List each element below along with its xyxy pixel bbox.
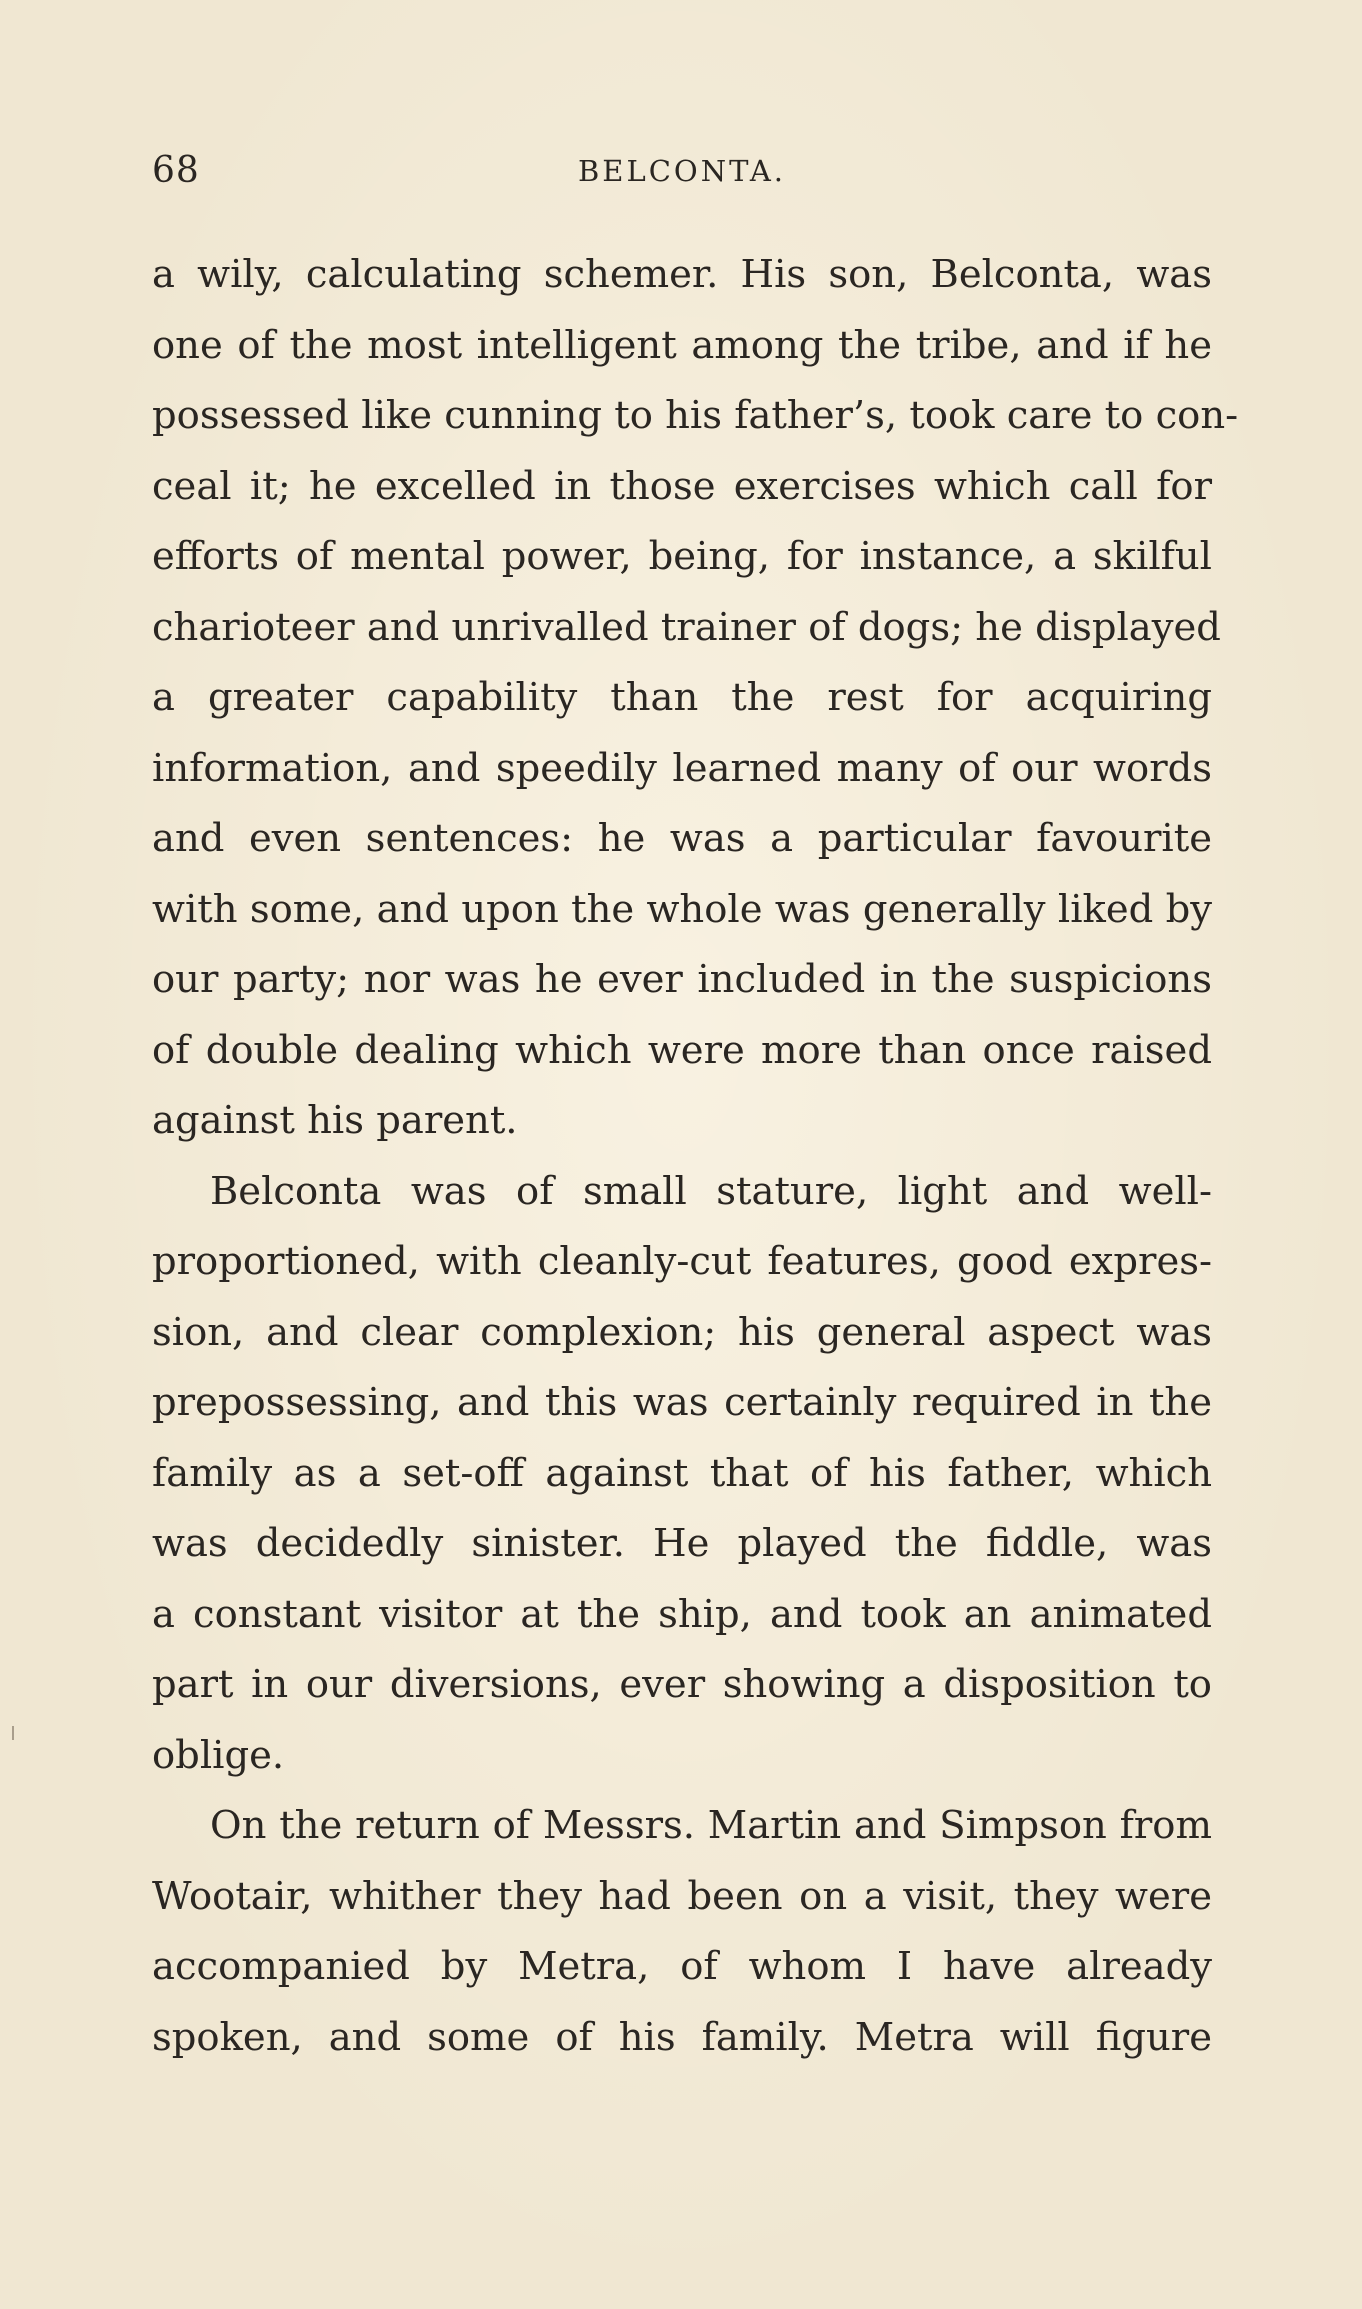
- text-line: charioteer and unrivalled trainer of dogs; he displayed: [152, 604, 1221, 650]
- text-line: accompanied by Metra, of whom I have already: [152, 1944, 1212, 1989]
- text-line: was decidedly sinister. He played the fiddle, was: [152, 1521, 1212, 1566]
- text-line: Wootair, whither they had been on a visit, they were: [152, 1873, 1212, 1919]
- text-line: oblige.: [152, 1732, 285, 1778]
- text-line: one of the most intelligent among the tribe, and if he: [152, 322, 1212, 368]
- text-line: a wily, calculating schemer. His son, Belconta, was: [152, 252, 1212, 297]
- page-header: [152, 150, 1212, 210]
- text-line: efforts of mental power, being, for instance, a skilful: [152, 534, 1212, 579]
- text-line: a greater capability than the rest for acquiring: [152, 675, 1212, 720]
- text-line: family as a set-off against that of his father, which: [152, 1450, 1212, 1496]
- page-number: 68: [152, 150, 200, 191]
- text-line: against his parent.: [152, 1098, 518, 1143]
- text-line: prepossessing, and this was certainly required in the: [152, 1380, 1212, 1425]
- text-line: Belconta was of small stature, light and well-: [210, 1168, 1212, 1214]
- text-line: On the return of Messrs. Martin and Simpson from: [210, 1803, 1212, 1848]
- paragraph: [152, 240, 1239, 1157]
- margin-mark: [12, 1726, 14, 1740]
- text-line: proportioned, with cleanly-cut features, good expres-: [152, 1239, 1212, 1284]
- text-line: with some, and upon the whole was generally liked by: [152, 886, 1212, 932]
- body-text: [152, 240, 1239, 2073]
- paragraph: [152, 1157, 1212, 1792]
- text-line: our party; nor was he ever included in the suspicions: [152, 957, 1212, 1002]
- text-line: a constant visitor at the ship, and took an animated: [152, 1591, 1212, 1637]
- text-line: spoken, and some of his family. Metra will figure: [152, 2014, 1212, 2060]
- text-line: sion, and clear complexion; his general aspect was: [152, 1309, 1212, 1355]
- paragraph: [152, 1791, 1212, 2073]
- text-line: possessed like cunning to his father’s, took care to con-: [152, 393, 1239, 438]
- text-line: ceal it; he excelled in those exercises which call for: [152, 463, 1212, 509]
- text-line: part in our diversions, ever showing a disposition to: [152, 1662, 1212, 1707]
- text-line: of double dealing which were more than once raised: [152, 1027, 1212, 1073]
- running-head: BELCONTA.: [578, 154, 786, 188]
- text-line: and even sentences: he was a particular favourite: [152, 816, 1212, 861]
- text-line: information, and speedily learned many of our words: [152, 745, 1212, 791]
